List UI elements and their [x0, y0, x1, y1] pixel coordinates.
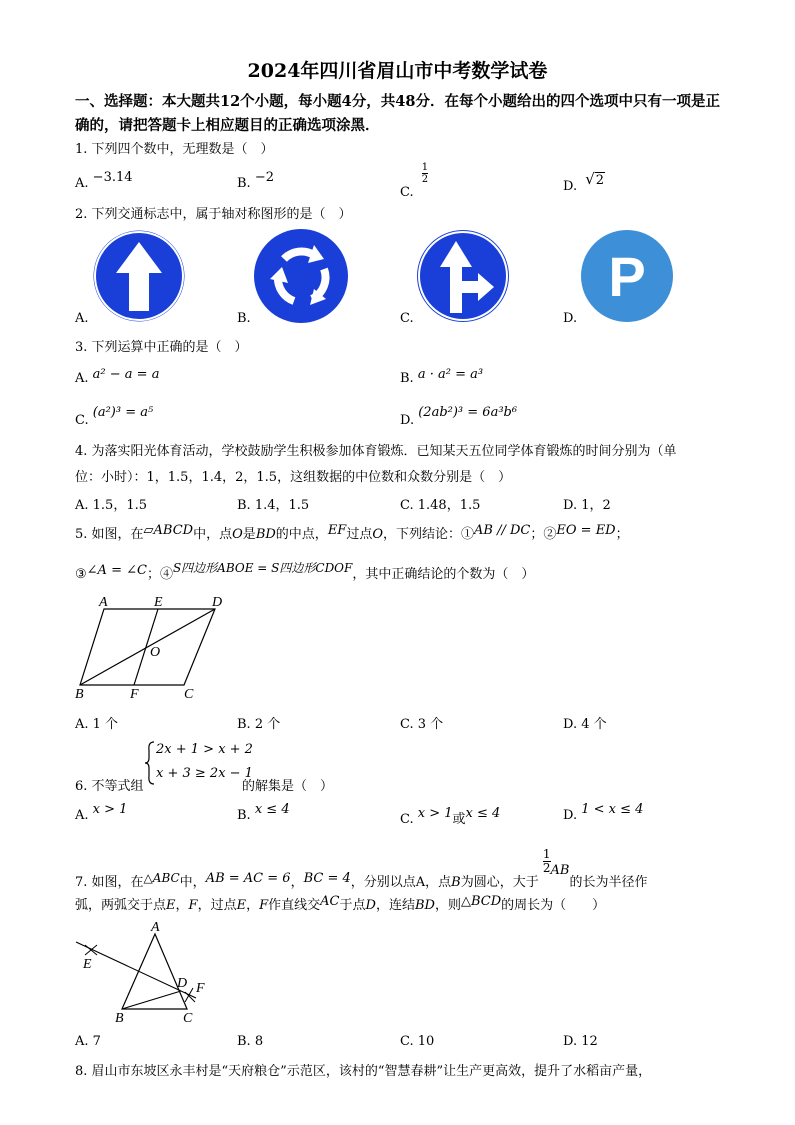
parking-letter: P [608, 245, 646, 308]
label-O: O [150, 645, 161, 660]
q7-option-b[interactable]: B. 8 [237, 1034, 264, 1049]
label-E: E [154, 595, 163, 610]
label-C: C [183, 1011, 193, 1026]
q3-option-b[interactable]: B. a · a² = a³ [400, 367, 484, 386]
q3-option-c[interactable]: C. (a²)³ = a⁵ [75, 405, 154, 428]
q5-parallelogram-figure [72, 592, 232, 704]
q5-option-c[interactable]: C. 3 个 [400, 717, 444, 732]
q2-option-a[interactable]: A. [75, 311, 89, 326]
label-C: C [184, 687, 194, 702]
q6-stem-pre: 6. 不等式组 [75, 779, 144, 794]
sign-roundabout [254, 229, 350, 325]
q4-option-b[interactable]: B. 1.4，1.5 [237, 498, 310, 513]
sign-straight-ahead [92, 229, 188, 325]
q1-stem: 1. 下列四个数中，无理数是（ ） [75, 142, 274, 157]
label-A: A [99, 595, 108, 610]
sign-straight-or-right [416, 229, 512, 325]
label-F: F [130, 687, 139, 702]
q6-stem-post: 的解集是（ ） [242, 779, 334, 794]
q3-option-d[interactable]: D. (2ab²)³ = 6a³b⁶ [400, 405, 518, 428]
q1-option-a[interactable]: A. −3.14 [75, 170, 133, 191]
q6-inequality-1: 2x + 1 > x + 2 [156, 742, 253, 757]
q7-stem-line1: 7. 如图，在△ABC中，AB = AC = 6，BC = 4，分别以点A，点B为圆心，大于 $\frac{1}{2}$ AB的长为半径作 [75, 847, 648, 890]
label-D: D [177, 976, 188, 991]
q4-stem-line1: 4. 为落实阳光体育活动，学校鼓励学生积极参加体育锻炼．已知某天五位同学体育锻炼的时间分别为（单 [75, 444, 677, 459]
section-heading: 一、选择题：本大题共12个小题，每小题4分，共48分．在每个小题给出的四个选项中只有一项是正确的，请把答题卡上相应题目的正确选项涂黑． [75, 93, 720, 134]
q4-option-d[interactable]: D. 1，2 [563, 498, 611, 513]
q5-option-a[interactable]: A. 1 个 [75, 717, 119, 732]
q2-option-d[interactable]: D. [563, 311, 578, 326]
q7-option-a[interactable]: A. 7 [75, 1034, 101, 1049]
label-D: D [212, 595, 223, 610]
q6-option-b[interactable]: B. x ≤ 4 [237, 802, 290, 823]
label-E: E [83, 957, 92, 972]
q5-option-b[interactable]: B. 2 个 [237, 717, 281, 732]
q7-option-c[interactable]: C. 10 [400, 1034, 435, 1049]
q4-stem-line2: 位：小时）：1，1.5，1.4，2，1.5，这组数据的中位数和众数分别是（ ） [75, 470, 512, 485]
q7-option-d[interactable]: D. 12 [563, 1034, 598, 1049]
page-title: 2024年四川省眉山市中考数学试卷 [247, 60, 548, 82]
q4-option-c[interactable]: C. 1.48，1.5 [400, 498, 481, 513]
q6-option-d[interactable]: D. 1 < x ≤ 4 [563, 802, 644, 823]
label-B: B [115, 1011, 124, 1026]
q5-stem-line1: 5. 如图，在▱ABCD中，点O是BD的中点，EF过点O，下列结论：①AB // DC；②EO = ED； [75, 523, 629, 542]
label-B: B [75, 687, 84, 702]
q6-brace [144, 740, 156, 786]
q8-stem: 8. 眉山市东坡区永丰村是“天府粮仓”示范区，该村的“智慧春耕”让生产更高效，提升了水稻亩产量， [75, 1064, 652, 1079]
q1-option-d[interactable]: D. √2 [563, 170, 605, 194]
q7-triangle-figure [72, 920, 222, 1026]
q6-option-c[interactable]: C. x > 1或x ≤ 4 [400, 806, 501, 827]
label-A: A [151, 920, 160, 935]
q2-option-b[interactable]: B. [237, 311, 251, 326]
q5-option-d[interactable]: D. 4 个 [563, 717, 607, 732]
q3-option-a[interactable]: A. a² − a = a [75, 367, 160, 386]
q1-option-b[interactable]: B. −2 [237, 170, 274, 191]
q6-inequality-2: x + 3 ≥ 2x − 1 [156, 766, 253, 781]
q2-option-c[interactable]: C. [400, 311, 414, 326]
q1-option-c[interactable]: C. $\frac{1}{2}$ [400, 162, 429, 200]
sign-parking [580, 229, 676, 325]
q7-stem-line2: 弧，两弧交于点E，F，过点E，F作直线交AC于点D，连结BD，则△BCD的周长为（ ） [75, 894, 606, 913]
q6-option-a[interactable]: A. x > 1 [75, 802, 128, 823]
q5-stem-line2: ③∠A = ∠C；④S四边形ABOE = S四边形CDOF，其中正确结论的个数为（ ） [75, 561, 535, 582]
label-F: F [196, 981, 205, 996]
q3-stem: 3. 下列运算中正确的是（ ） [75, 340, 248, 355]
q4-option-a[interactable]: A. 1.5，1.5 [75, 498, 148, 513]
q2-stem: 2. 下列交通标志中，属于轴对称图形的是（ ） [75, 207, 352, 222]
